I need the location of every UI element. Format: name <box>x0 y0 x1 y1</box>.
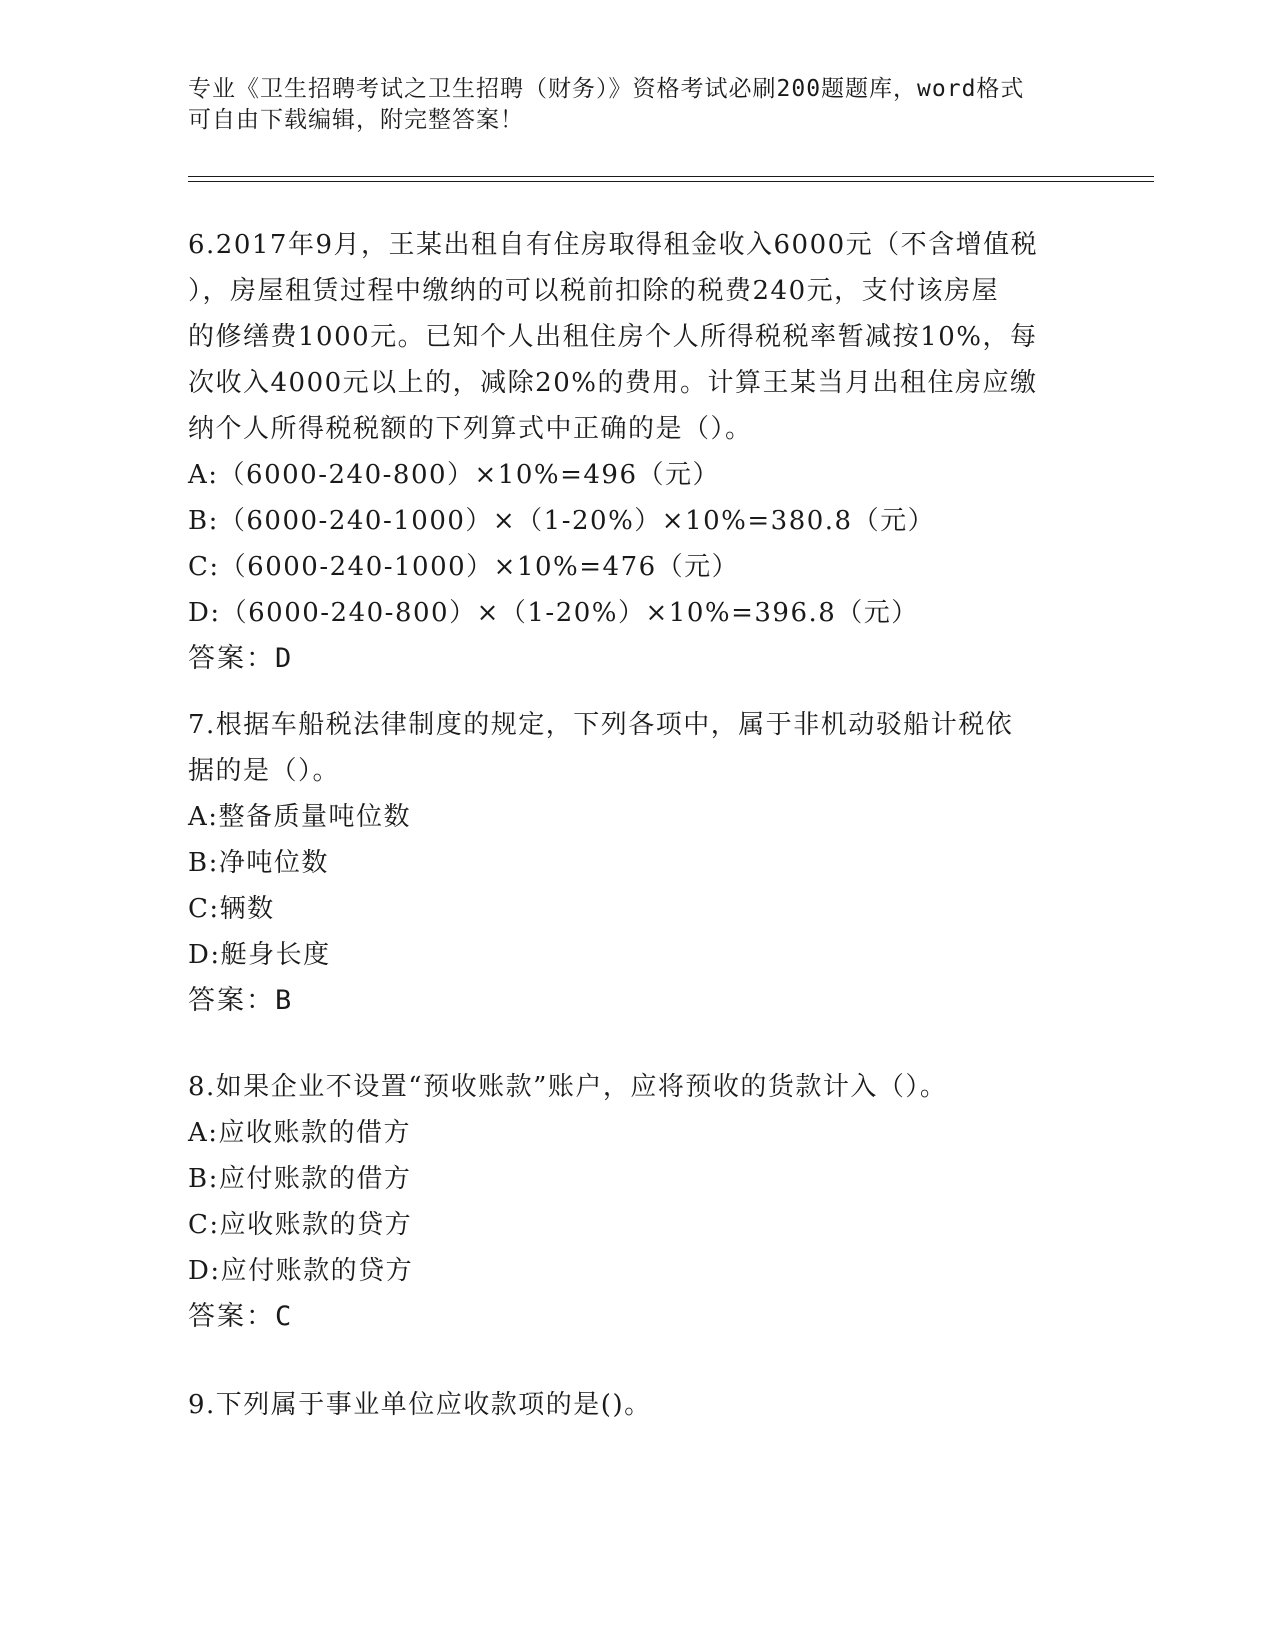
option-a: A:（6000-240-800）×10%=496（元） <box>188 460 721 490</box>
question-stem-line: 8.如果企业不设置“预收账款”账户，应将预收的货款计入（）。 <box>188 1072 948 1102</box>
question-stem-line: 据的是（）。 <box>188 756 341 786</box>
option-a: A:整备质量吨位数 <box>188 802 412 832</box>
option-d: D:（6000-240-800）×（1-20%）×10%=396.8（元） <box>188 598 919 628</box>
header-title-line-2: 可自由下载编辑，附完整答案！ <box>188 107 524 133</box>
question-stem-line: 纳个人所得税税额的下列算式中正确的是（）。 <box>188 414 753 444</box>
answer-label: 答案 ： <box>188 643 275 674</box>
question-stem-line: 的修缮费1000元。已知个人出租住房个人所得税税率暂减按10%，每 <box>188 322 1038 352</box>
header-divider-bottom <box>188 181 1154 182</box>
option-a: A:应收账款的借方 <box>188 1118 412 1148</box>
option-c: C:应收账款的贷方 <box>188 1210 413 1240</box>
question-stem-line: ），房屋租赁过程中缴纳的可以税前扣除的税费240元，支付该房屋 <box>188 276 1000 306</box>
question-9 <box>188 1382 1088 1428</box>
option-d: D:艇身长度 <box>188 940 331 970</box>
question-stem-line: 9.下列属于事业单位应收款项的是()。 <box>188 1390 652 1420</box>
question-stem-line: 6.2017年9月，王某出租自有住房取得租金收入6000元（不含增值税 <box>188 230 1039 260</box>
answer-line <box>188 1294 1088 1340</box>
document-header <box>188 74 1088 136</box>
answer-label: 答案 ： <box>188 985 275 1016</box>
option-b: B:（6000-240-1000）×（1-20%）×10%=380.8（元） <box>188 506 936 536</box>
answer-value: B <box>275 985 294 1016</box>
option-b: B:净吨位数 <box>188 848 329 878</box>
option-d: D:应付账款的贷方 <box>188 1256 414 1286</box>
question-6 <box>188 222 1088 682</box>
answer-value: C <box>275 1301 294 1332</box>
option-c: C:辆数 <box>188 894 275 924</box>
question-7 <box>188 702 1088 1024</box>
option-b: B:应付账款的借方 <box>188 1164 412 1194</box>
option-c: C:（6000-240-1000）×10%=476（元） <box>188 552 740 582</box>
answer-label: 答案 ： <box>188 1301 275 1332</box>
question-stem-line: 次收入4000元以上的，减除20%的费用。计算王某当月出租住房应缴 <box>188 368 1038 398</box>
answer-value: D <box>275 643 294 674</box>
header-divider-top <box>188 176 1154 177</box>
question-stem-line: 7.根据车船税法律制度的规定，下列各项中，属于非机动驳船计税依 <box>188 710 1014 740</box>
question-8 <box>188 1064 1088 1340</box>
answer-line <box>188 636 1088 682</box>
header-title-line-1: 专业《卫生招聘考试之卫生招聘（财务）》资格考试必刷200题题库，word格式 <box>188 76 1025 102</box>
answer-line <box>188 978 1088 1024</box>
